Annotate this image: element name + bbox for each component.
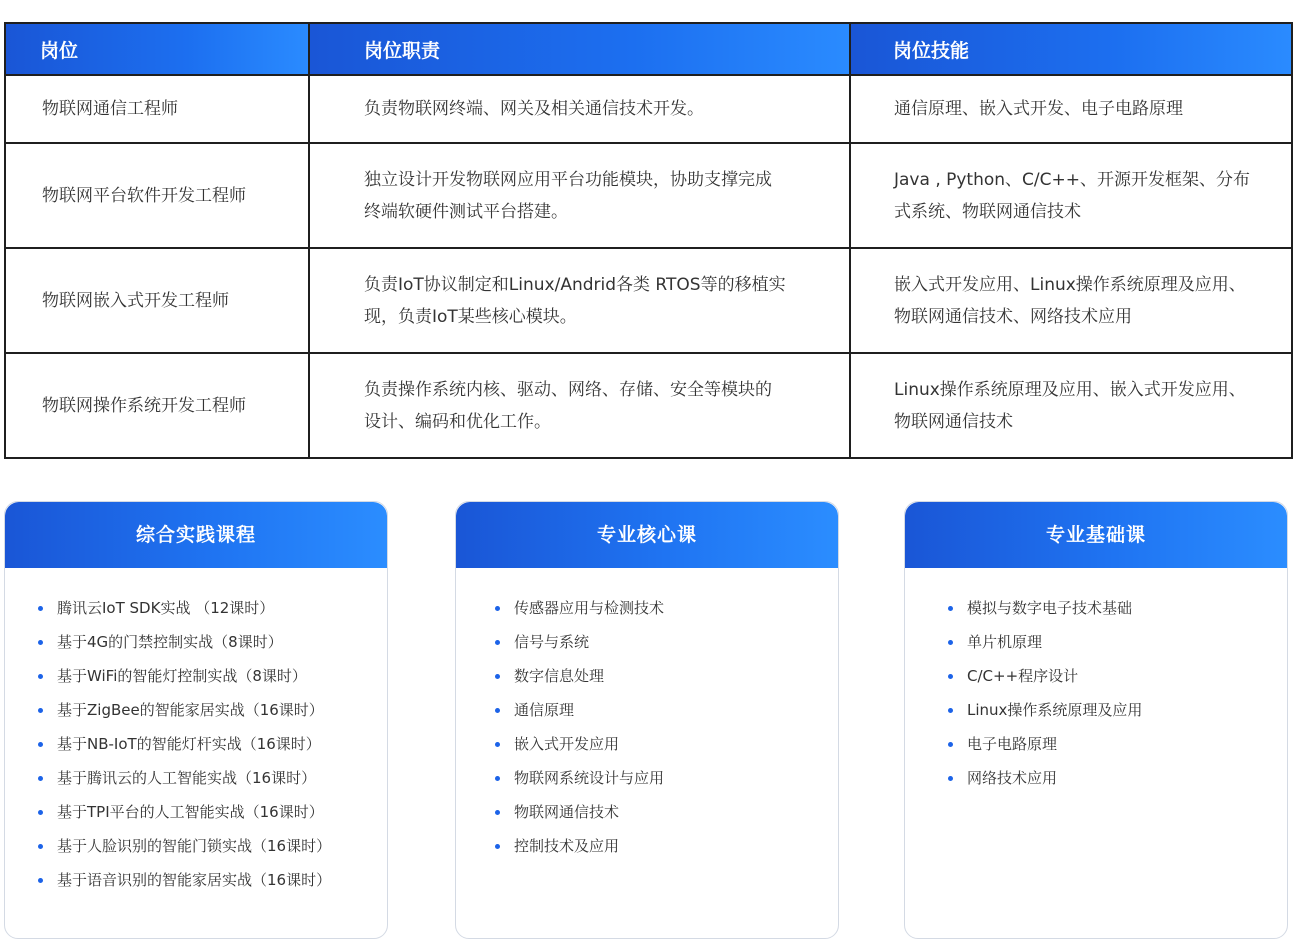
bullet-icon — [495, 640, 500, 645]
skills-cell — [850, 353, 1292, 458]
duty-line: 负责操作系统内核、驱动、网络、存储、安全等模块的 — [364, 379, 772, 400]
bullet-icon — [495, 708, 500, 713]
list-item — [456, 727, 838, 761]
course-name: 基于NB-IoT的智能灯杆实战（16课时） — [57, 735, 321, 753]
table-row — [5, 248, 1292, 353]
bullet-icon — [38, 878, 43, 883]
list-item — [905, 625, 1287, 659]
bullet-icon — [948, 606, 953, 611]
course-name: 网络技术应用 — [967, 769, 1058, 787]
list-item — [456, 829, 838, 863]
course-name: 基于TPI平台的人工智能实战（16课时） — [57, 803, 324, 821]
skills-line: Java , Python、C/C++、开源开发框架、分布 — [894, 169, 1251, 190]
duty-line: 负责IoT协议制定和Linux/Andrid各类 RTOS等的移植实 — [364, 274, 786, 295]
bullet-icon — [38, 640, 43, 645]
skills-line: Linux操作系统原理及应用、嵌入式开发应用、 — [894, 379, 1246, 400]
bullet-icon — [948, 742, 953, 747]
duty-line: 负责物联网终端、网关及相关通信技术开发。 — [364, 99, 704, 119]
course-name: 基于4G的门禁控制实战（8课时） — [57, 633, 283, 651]
list-item — [905, 727, 1287, 761]
course-name: 物联网系统设计与应用 — [514, 769, 665, 787]
list-item — [5, 795, 387, 829]
list-item — [456, 591, 838, 625]
duty-cell — [309, 248, 850, 353]
bullet-icon — [38, 708, 43, 713]
job-table — [4, 22, 1293, 459]
bullet-icon — [948, 674, 953, 679]
list-item — [5, 591, 387, 625]
bullet-icon — [38, 776, 43, 781]
skills-cell — [850, 248, 1292, 353]
course-name: 腾讯云IoT SDK实战 （12课时） — [57, 599, 275, 617]
bullet-icon — [495, 844, 500, 849]
bullet-icon — [495, 810, 500, 815]
table-row — [5, 75, 1292, 143]
table-row — [5, 353, 1292, 458]
course-name: 嵌入式开发应用 — [514, 735, 620, 753]
course-name: 控制技术及应用 — [514, 837, 620, 855]
card-title: 综合实践课程 — [5, 502, 387, 568]
card-title: 专业基础课 — [905, 502, 1287, 568]
position-cell: 物联网嵌入式开发工程师 — [5, 248, 309, 353]
bullet-icon — [495, 674, 500, 679]
course-name: 基于腾讯云的人工智能实战（16课时） — [57, 769, 317, 787]
course-list — [5, 568, 387, 897]
header-duty: 岗位职责 — [309, 23, 850, 75]
duty-cell — [309, 75, 850, 143]
card-title: 专业核心课 — [456, 502, 838, 568]
position-cell: 物联网平台软件开发工程师 — [5, 143, 309, 248]
course-name: 基于人脸识别的智能门锁实战（16课时） — [57, 837, 332, 855]
bullet-icon — [948, 708, 953, 713]
bullet-icon — [38, 606, 43, 611]
position-cell: 物联网操作系统开发工程师 — [5, 353, 309, 458]
bullet-icon — [38, 810, 43, 815]
table-row — [5, 143, 1292, 248]
bullet-icon — [495, 742, 500, 747]
core-courses-card — [455, 501, 839, 939]
list-item — [905, 693, 1287, 727]
course-name: 数字信息处理 — [514, 667, 605, 685]
course-name: 物联网通信技术 — [514, 803, 620, 821]
skills-line: 通信原理、嵌入式开发、电子电路原理 — [894, 99, 1183, 119]
bullet-icon — [38, 844, 43, 849]
list-item — [905, 761, 1287, 795]
course-name: 基于WiFi的智能灯控制实战（8课时） — [57, 667, 307, 685]
course-name: C/C++程序设计 — [967, 667, 1079, 685]
skills-cell — [850, 75, 1292, 143]
basic-courses-card — [904, 501, 1288, 939]
course-name: 信号与系统 — [514, 633, 590, 651]
list-item — [456, 795, 838, 829]
course-list — [905, 568, 1287, 795]
bullet-icon — [948, 776, 953, 781]
duty-line: 独立设计开发物联网应用平台功能模块，协助支撑完成 — [364, 169, 772, 190]
list-item — [5, 693, 387, 727]
bullet-icon — [495, 606, 500, 611]
course-name: 通信原理 — [514, 701, 575, 719]
list-item — [456, 693, 838, 727]
list-item — [5, 727, 387, 761]
list-item — [5, 625, 387, 659]
list-item — [905, 659, 1287, 693]
skills-line: 物联网通信技术 — [894, 411, 1013, 432]
course-name: 基于语音识别的智能家居实战（16课时） — [57, 871, 332, 889]
course-list — [456, 568, 838, 863]
bullet-icon — [948, 640, 953, 645]
bullet-icon — [38, 742, 43, 747]
course-name: Linux操作系统原理及应用 — [967, 701, 1143, 719]
duty-cell — [309, 143, 850, 248]
list-item — [5, 863, 387, 897]
table-header-row — [5, 23, 1292, 75]
course-name: 电子电路原理 — [967, 735, 1058, 753]
list-item — [5, 761, 387, 795]
list-item — [5, 829, 387, 863]
skills-line: 式系统、物联网通信技术 — [894, 201, 1081, 222]
course-name: 模拟与数字电子技术基础 — [967, 599, 1133, 617]
practice-courses-card — [4, 501, 388, 939]
course-name: 单片机原理 — [967, 633, 1043, 651]
list-item — [456, 659, 838, 693]
bullet-icon — [38, 674, 43, 679]
bullet-icon — [495, 776, 500, 781]
list-item — [905, 591, 1287, 625]
course-name: 基于ZigBee的智能家居实战（16课时） — [57, 701, 324, 719]
skills-line: 物联网通信技术、网络技术应用 — [894, 306, 1132, 327]
duty-cell — [309, 353, 850, 458]
duty-line: 设计、编码和优化工作。 — [364, 411, 551, 432]
duty-line: 现，负责IoT某些核心模块。 — [364, 306, 577, 327]
duty-line: 终端软硬件测试平台搭建。 — [364, 201, 568, 222]
header-position: 岗位 — [5, 23, 309, 75]
skills-line: 嵌入式开发应用、Linux操作系统原理及应用、 — [894, 274, 1246, 295]
header-skills: 岗位技能 — [850, 23, 1292, 75]
list-item — [5, 659, 387, 693]
course-name: 传感器应用与检测技术 — [514, 599, 665, 617]
list-item — [456, 761, 838, 795]
skills-cell — [850, 143, 1292, 248]
list-item — [456, 625, 838, 659]
position-cell: 物联网通信工程师 — [5, 75, 309, 143]
